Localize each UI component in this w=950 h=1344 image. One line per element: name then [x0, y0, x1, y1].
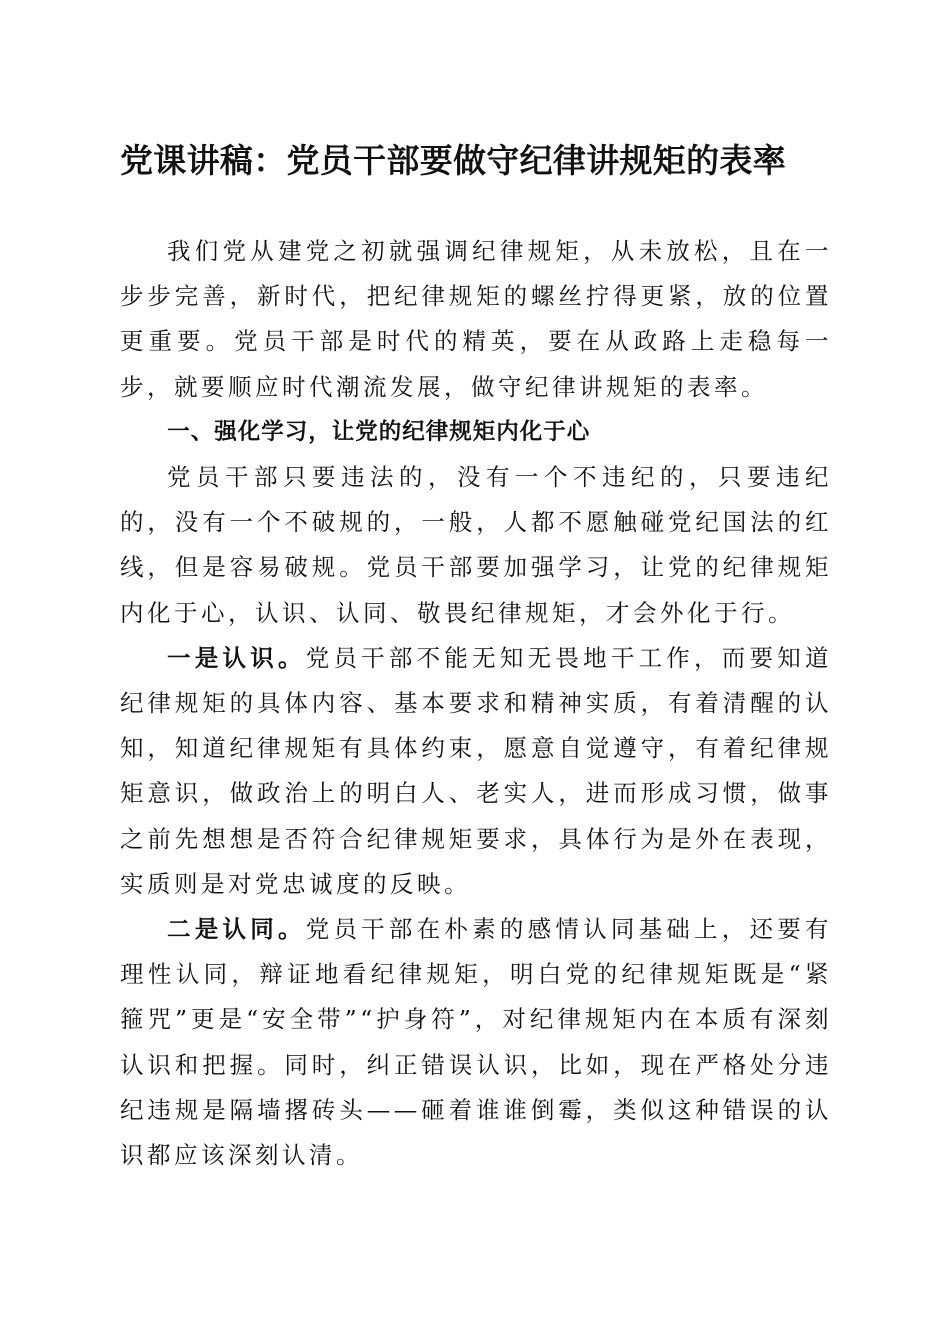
document-body [120, 229, 832, 1178]
point-one-text: 党员干部不能无知无畏地干工作，而要知道纪律规矩的具体内容、基本要求和精神实质，有着清醒的认知，知道纪律规矩有具体约束，愿意自觉遵守，有着纪律规矩意识，做政治上的明白人、老实人，进而形成习惯，做事之前先想想是否符合纪律规矩要求，具体行为是外在表现，实质则是对党忠诚度的反映。 [120, 643, 833, 898]
point-two-paragraph [120, 907, 832, 1178]
intro-paragraph: 我们党从建党之初就强调纪律规矩，从未放松，且在一步步完善，新时代，把纪律规矩的螺丝拧得更紧，放的位置更重要。党员干部是时代的精英，要在从政路上走稳每一步，就要顺应时代潮流发展，做守纪律讲规矩的表率。 [120, 237, 832, 401]
point-two-lead: 二是认同。 [167, 915, 306, 944]
section-paragraph: 党员干部只要违法的，没有一个不违纪的，只要违纪的，没有一个不破规的，一般，人都不愿触碰党纪国法的红线，但是容易破规。党员干部要加强学习，让党的纪律规矩内化于心，认识、认同、敬畏纪律规矩，才会外化于行。 [120, 463, 832, 627]
point-one-paragraph [120, 636, 832, 907]
section-heading: 一、强化学习，让党的纪律规矩内化于心 [167, 418, 591, 445]
point-one-lead: 一是认识。 [167, 643, 306, 672]
document-title: 党课讲稿：党员干部要做守纪律讲规矩的表率 [120, 141, 786, 180]
point-two-text: 党员干部在朴素的感情认同基础上，还要有理性认同，辩证地看纪律规矩，明白党的纪律规矩既是“紧箍咒”更是“安全带”“护身符”，对纪律规矩内在本质有深刻认识和把握。同时，纠正错误认识，比如，现在严格处分违纪违规是隔墙撂砖头——砸着谁谁倒霉，类似这种错误的认识都应该深刻认清。 [120, 915, 833, 1170]
